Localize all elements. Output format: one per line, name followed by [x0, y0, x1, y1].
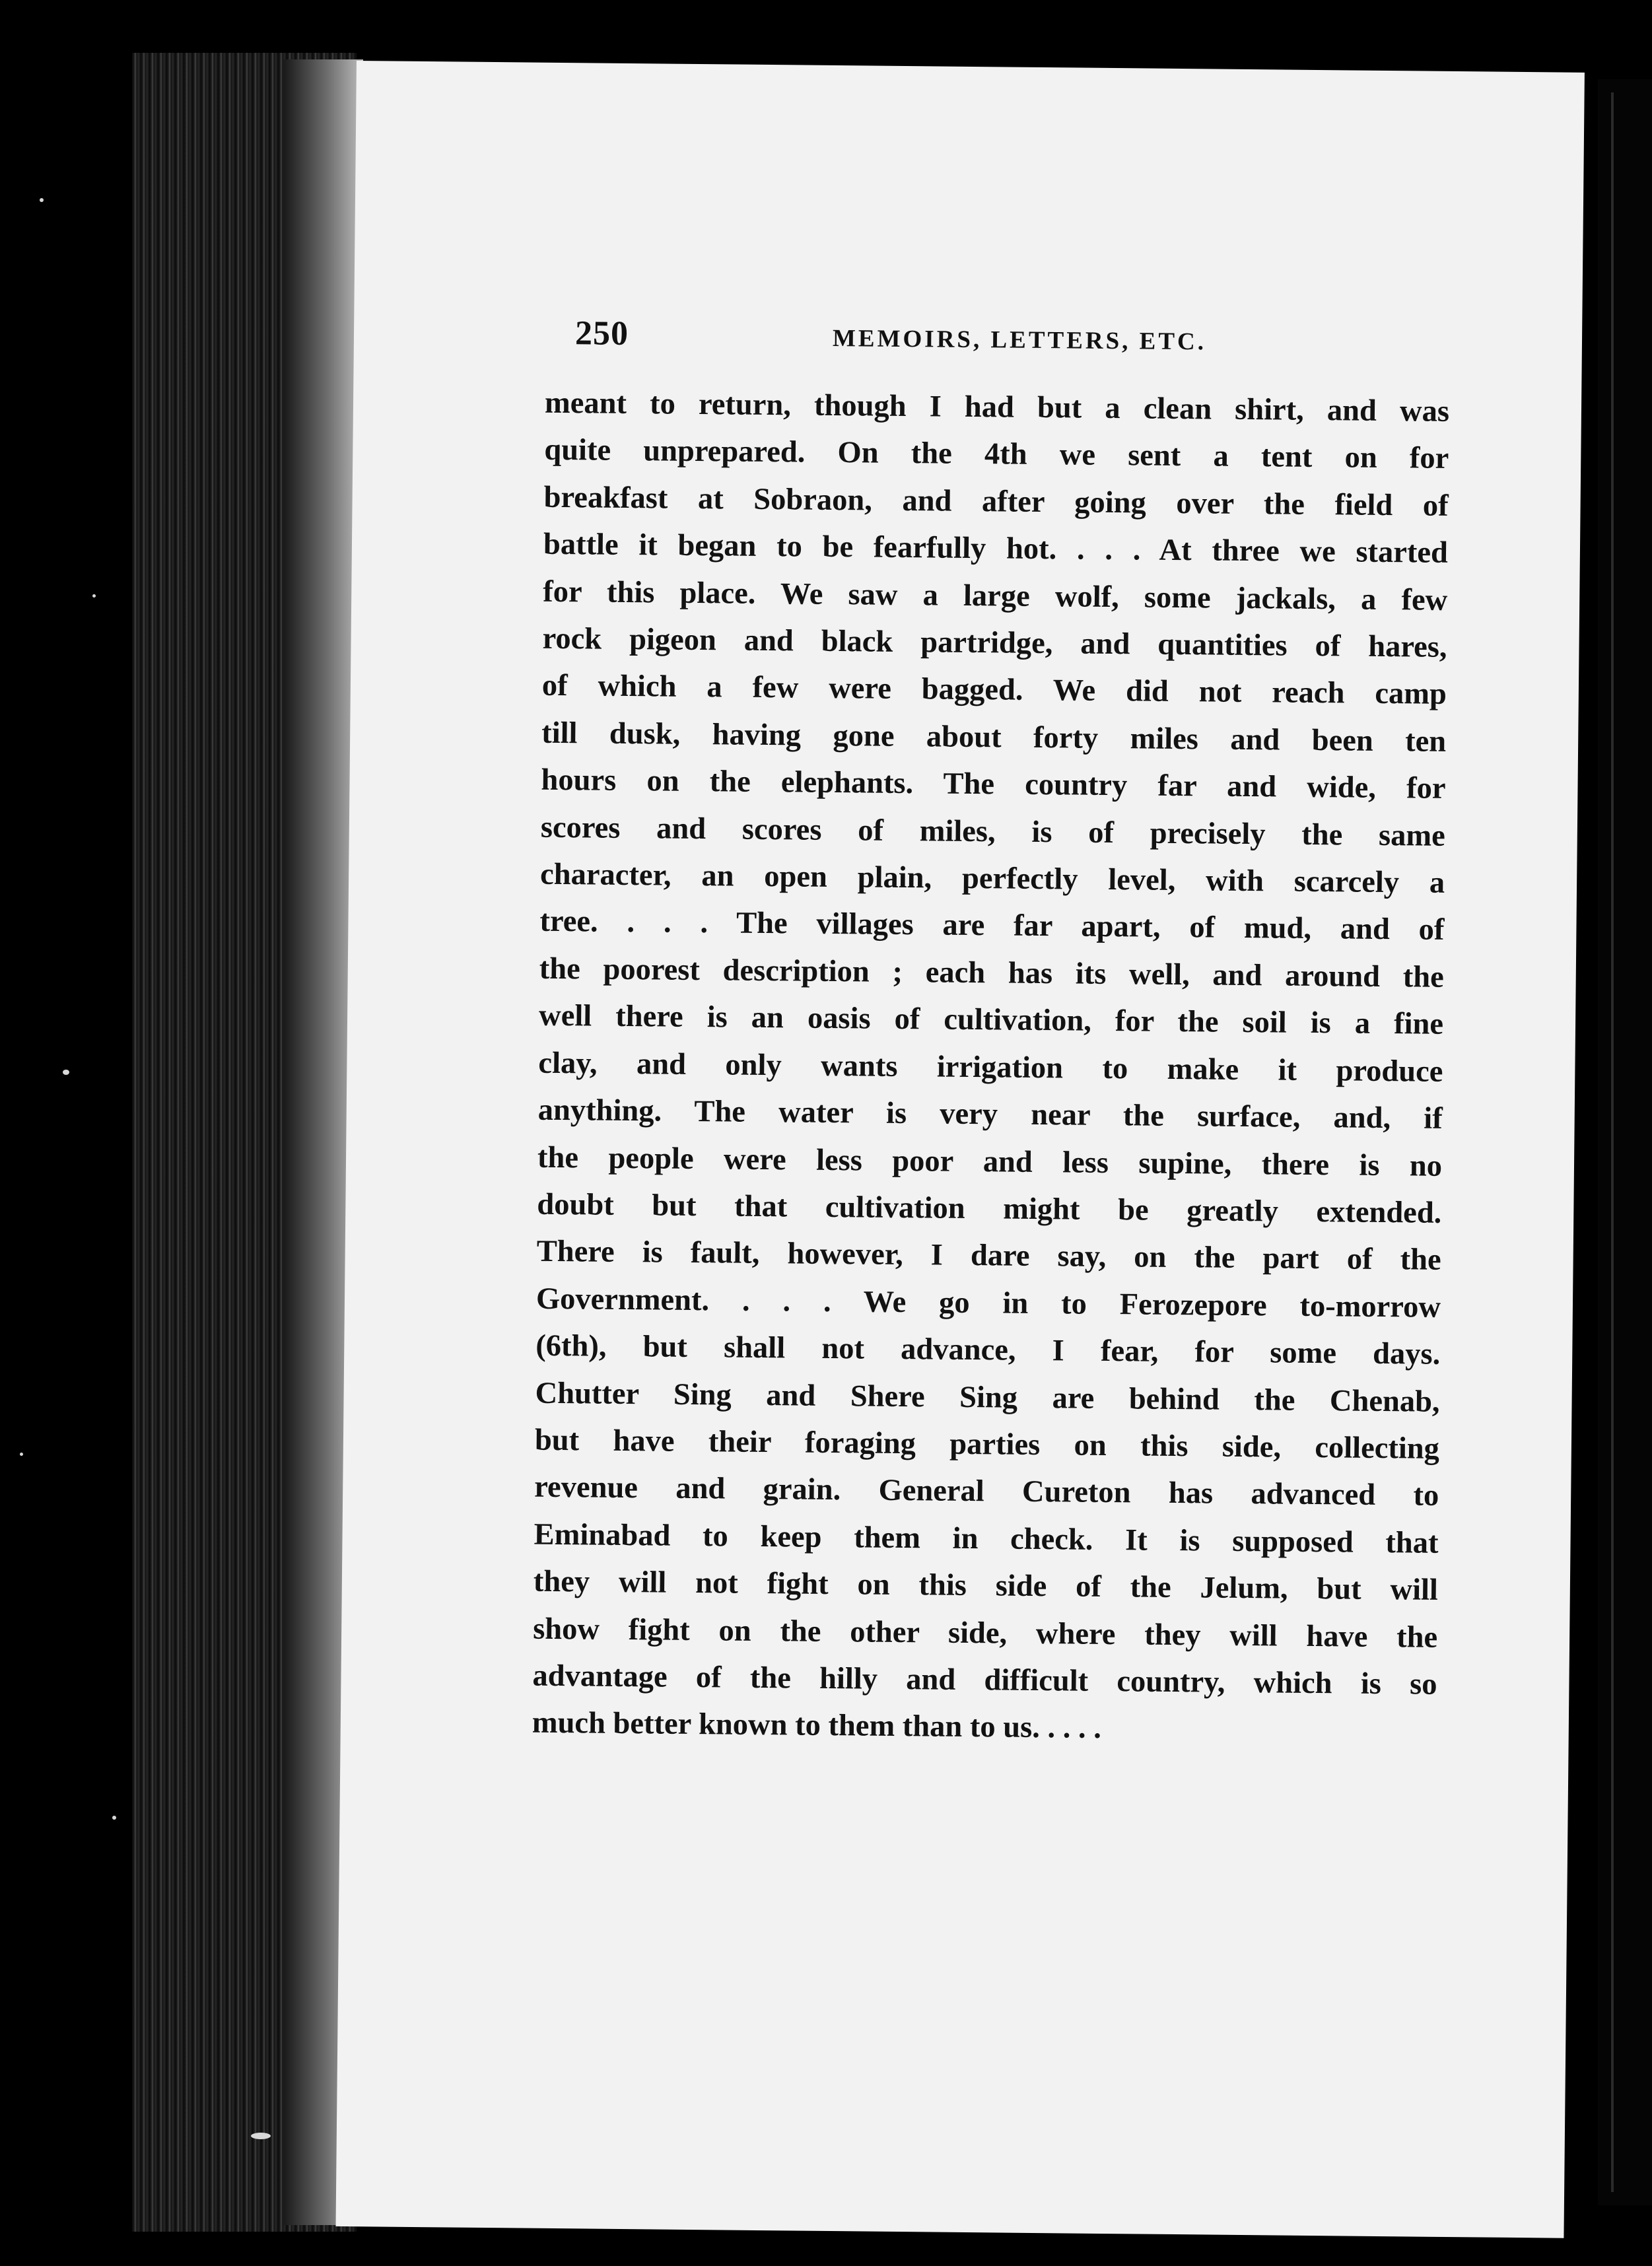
running-head: MEMOIRS, LETTERS, ETC.: [832, 324, 1207, 356]
text-line: Eminabad to keep them in check. It is supposed that: [533, 1517, 1439, 1560]
dust-speck: [63, 1070, 69, 1075]
text-line: doubt but that cultivation might be greatly extended.: [537, 1187, 1442, 1230]
text-line: much better known to them than to us. . . . .: [532, 1706, 1102, 1746]
text-line: till dusk, having gone about forty miles and been ten: [541, 716, 1447, 759]
text-line: anything. The water is very near the surface, and, if: [537, 1093, 1443, 1136]
text-line: of which a few were bagged. We did not reach camp: [541, 669, 1447, 712]
text-line: they will not fight on this side of the Jelum, but will: [533, 1564, 1439, 1607]
text-line: well there is an oasis of cultivation, for the soil is a fine: [538, 998, 1444, 1042]
text-line: hours on the elephants. The country far and wide, for: [541, 763, 1446, 806]
text-line: quite unprepared. On the 4th we sent a tent on for: [544, 433, 1449, 476]
dust-speck: [112, 1816, 116, 1820]
text-line: There is fault, however, I dare say, on the part of the: [536, 1235, 1441, 1278]
dust-speck: [92, 594, 96, 598]
text-line: Government. . . . We go in to Ferozepore to-morrow: [535, 1282, 1441, 1324]
dust-speck: [20, 1453, 23, 1456]
page-header: [575, 314, 1467, 375]
text-line: show fight on the other side, where they will have the: [532, 1612, 1438, 1655]
text-line: for this place. We saw a large wolf, some jackals, a few: [543, 574, 1448, 617]
text-line: battle it began to be fearfully hot. . . . At three we started: [543, 527, 1449, 570]
text-line: rock pigeon and black partridge, and quantities of hares,: [542, 621, 1447, 664]
text-line: clay, and only wants irrigation to make it produce: [538, 1046, 1443, 1089]
body-text: [532, 380, 1450, 1756]
right-page-edge: [1611, 92, 1614, 2192]
text-line: breakfast at Sobraon, and after going over the field of: [543, 480, 1449, 523]
text-line: meant to return, though I had but a clean shirt, and was: [544, 386, 1450, 429]
text-line: revenue and grain. General Cureton has advanced to: [534, 1470, 1439, 1513]
book-page: [336, 61, 1585, 2238]
right-margin-dark: [1598, 79, 1652, 2205]
dust-speck: [40, 198, 44, 202]
text-line: but have their foraging parties on this side, collecting: [534, 1423, 1440, 1466]
text-line: the people were less poor and less supine, there is no: [537, 1140, 1443, 1183]
text-line: advantage of the hilly and difficult country, which is so: [532, 1659, 1437, 1701]
dust-speck: [251, 2133, 271, 2139]
text-line: the poorest description ; each has its well, and around the: [539, 951, 1444, 994]
text-line: Chutter Sing and Shere Sing are behind the Chenab,: [535, 1376, 1440, 1419]
text-line: tree. . . . The villages are far apart, of mud, and of: [539, 905, 1445, 947]
text-line: character, an open plain, perfectly level, with scarcely a: [539, 857, 1445, 900]
page-number: 250: [574, 314, 629, 353]
text-line: scores and scores of miles, is of precisely the same: [540, 810, 1446, 853]
text-line: (6th), but shall not advance, I fear, for some days.: [535, 1328, 1441, 1371]
